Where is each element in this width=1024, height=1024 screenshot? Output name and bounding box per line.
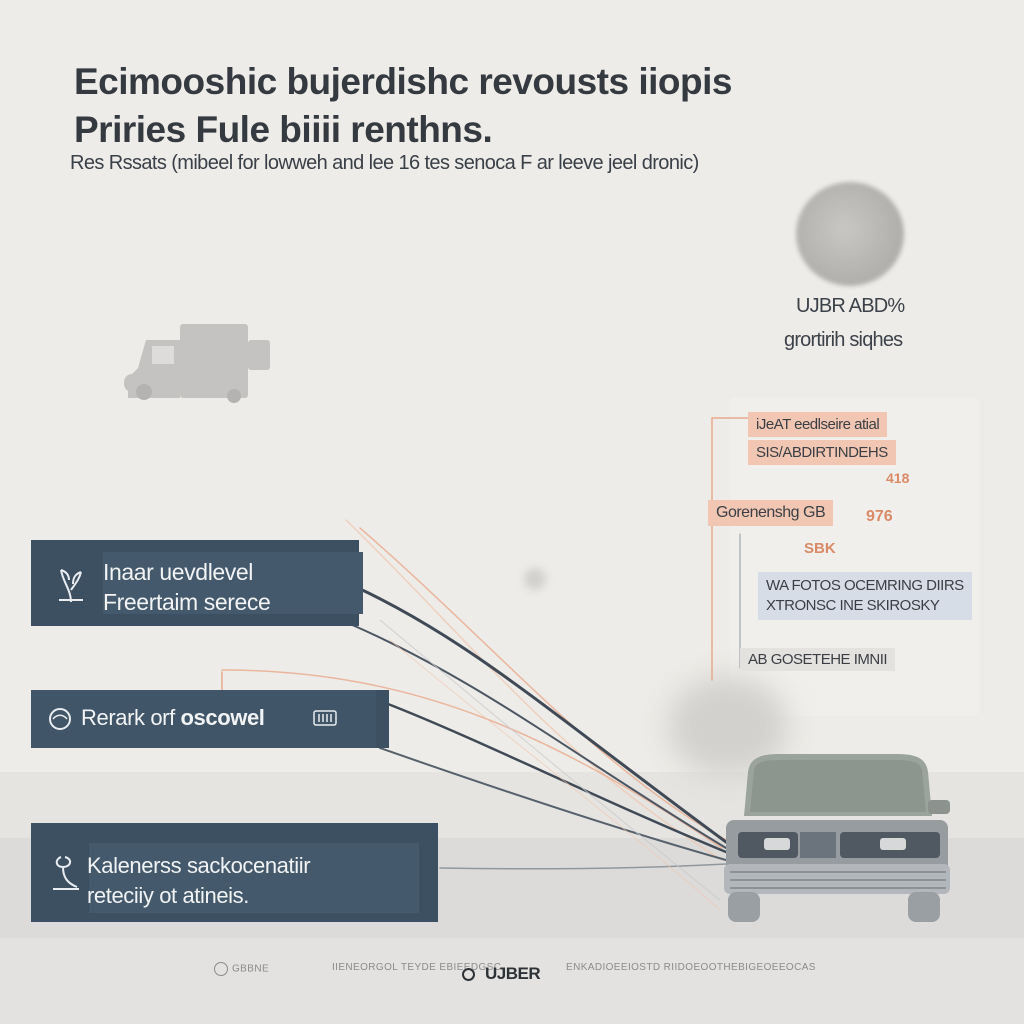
callout-line-2: grortirih siqhes (784, 329, 903, 351)
car-icon (720, 752, 952, 924)
tag-value-2: 418 (886, 470, 910, 486)
plant-icon (51, 853, 81, 893)
box-2-text: Rerark orf (81, 705, 181, 730)
leaf-icon (57, 560, 85, 604)
tag-5-prefix: AB (748, 651, 768, 668)
title-line-1: Ecimooshic bujerdishc revousts iiopis (74, 61, 732, 102)
tag-sub-3: SBK (804, 540, 836, 557)
info-box-2 (31, 690, 389, 748)
box-3-line-1: Kalenerss sackocenatiir (87, 853, 311, 878)
tag-label-5 (740, 648, 895, 671)
tag-label-3: Gorenenshg GB (708, 500, 833, 526)
connector-line (388, 704, 726, 852)
tag-value-3: 976 (866, 508, 893, 525)
footer-left-text: GBBNE (214, 962, 269, 976)
tag-5-text: GOSETEHE IMNII (770, 651, 888, 668)
globe-icon (47, 706, 73, 732)
tag-4-line-2: XTRONSC INE SKIROSKY (766, 597, 940, 614)
box-1-line-2: Freertaim serece (103, 589, 271, 615)
tag-label-2: SIS/ABDIRTINDEHS (748, 440, 896, 465)
footer-mid-text: IIENEORGOL TEYDE EBIEEDGSC (332, 962, 502, 973)
info-box-1 (31, 540, 359, 626)
footer-brand: UJBER (462, 964, 540, 984)
footer-right-text: ENKADIOEEIOSTD RIIDOEOOTHEBIGEOEEOCAS (566, 962, 816, 973)
connector-line (360, 528, 726, 840)
connector-line (712, 418, 748, 680)
box-3-line-2: reteciiy ot atineis. (87, 883, 249, 908)
tag-label-4 (758, 572, 972, 620)
title-line-2: Priries Fule biiii renthns. (74, 109, 493, 150)
tag-label-1: iJeAT eedlseire atial (748, 412, 887, 437)
callout-line-1: UJBR ABD% (796, 295, 905, 317)
battery-icon (313, 708, 339, 728)
brand-logo-icon (462, 968, 475, 981)
tag-4-line-1: WA FOTOS OCEMRING DIIRS (766, 577, 964, 594)
box-2-text-bold: oscowel (180, 705, 265, 730)
connector-line (390, 640, 720, 910)
page-subtitle: Res Rssats (mibeel for lowweh and lee 16 tes senoca F ar leeve jeel dronic) (70, 152, 699, 174)
connector-line (440, 864, 726, 869)
info-box-3 (31, 823, 438, 922)
footer-circle-icon (214, 962, 228, 976)
box-1-line-1: Inaar uevdlevel (103, 559, 253, 585)
